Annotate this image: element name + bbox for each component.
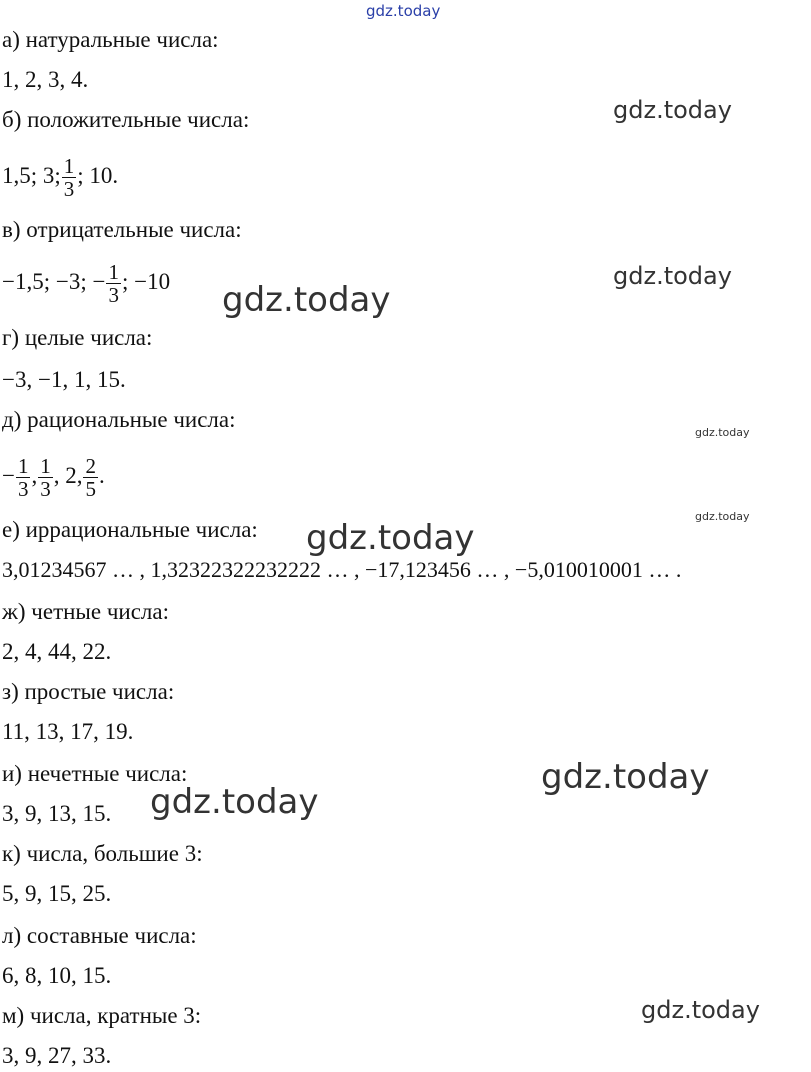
item-label: а) натуральные числа: bbox=[2, 27, 219, 52]
item-values bbox=[2, 260, 170, 306]
numerator: 1 bbox=[17, 454, 29, 479]
values-text: . bbox=[98, 463, 105, 488]
values-text: −1,5; −3; − bbox=[2, 269, 106, 294]
denominator: 3 bbox=[108, 283, 119, 308]
item-values: −3, −1, 1, 15. bbox=[2, 367, 126, 392]
watermark: gdz.today bbox=[613, 96, 732, 124]
fraction bbox=[62, 155, 77, 200]
item-values: 3, 9, 27, 33. bbox=[2, 1043, 112, 1068]
watermark: gdz.today bbox=[641, 996, 760, 1024]
fraction bbox=[16, 455, 31, 500]
item-label: и) нечетные числа: bbox=[2, 761, 188, 786]
values-text: , 2, bbox=[53, 463, 83, 488]
values-text: ; −10 bbox=[121, 269, 171, 294]
fraction bbox=[106, 261, 121, 306]
minus-sign: − bbox=[2, 463, 15, 488]
denominator: 5 bbox=[85, 477, 96, 502]
denominator: 3 bbox=[17, 477, 29, 502]
watermark: gdz.today bbox=[150, 782, 319, 822]
item-label: ж) четные числа: bbox=[2, 599, 170, 624]
item-label: г) целые числа: bbox=[2, 325, 153, 350]
item-label: з) простые числа: bbox=[2, 679, 175, 704]
watermark: gdz.today bbox=[695, 426, 750, 439]
numerator: 1 bbox=[63, 154, 75, 179]
watermark: gdz.today bbox=[306, 518, 475, 558]
item-label: в) отрицательные числа: bbox=[2, 217, 242, 242]
numerator: 2 bbox=[85, 454, 96, 479]
item-values: 3, 9, 13, 15. bbox=[2, 801, 112, 826]
item-values: − $\frac{1}{3}$ , $\frac{1}{3}$ , 2, $\frac{2}{5}$ . bbox=[2, 454, 105, 502]
item-label: м) числа, кратные 3: bbox=[2, 1003, 202, 1028]
item-label: д) рациональные числа: bbox=[2, 407, 236, 432]
item-label: л) составные числа: bbox=[2, 923, 197, 948]
item-values: 5, 9, 15, 25. bbox=[2, 881, 112, 906]
watermark: gdz.today bbox=[541, 757, 710, 797]
item-label: б) положительные числа: bbox=[2, 107, 250, 132]
item-values: 3,01234567 … , 1,32322322232222 … , −17,123456 … , −5,010010001 … . bbox=[2, 557, 682, 582]
values-text: 1,5; 3; bbox=[2, 163, 61, 188]
numerator: 1 bbox=[108, 260, 119, 285]
values-text: ; 10. bbox=[77, 163, 119, 188]
item-values: 6, 8, 10, 15. bbox=[2, 963, 112, 988]
item-values: 11, 13, 17, 19. bbox=[2, 719, 134, 744]
item-values: 2, 4, 44, 22. bbox=[2, 639, 112, 664]
watermark: gdz.today bbox=[222, 280, 391, 320]
watermark-top: gdz.today bbox=[366, 2, 441, 20]
numerator: 1 bbox=[40, 454, 51, 479]
item-label: е) иррациональные числа: bbox=[2, 517, 258, 542]
fraction bbox=[38, 455, 53, 500]
watermark: gdz.today bbox=[613, 262, 732, 290]
item-values bbox=[2, 154, 118, 200]
denominator: 3 bbox=[40, 477, 51, 502]
item-values: 1, 2, 3, 4. bbox=[2, 67, 89, 92]
denominator: 3 bbox=[63, 177, 75, 202]
fraction bbox=[83, 455, 98, 500]
watermark: gdz.today bbox=[695, 510, 750, 523]
item-label: к) числа, большие 3: bbox=[2, 841, 203, 866]
